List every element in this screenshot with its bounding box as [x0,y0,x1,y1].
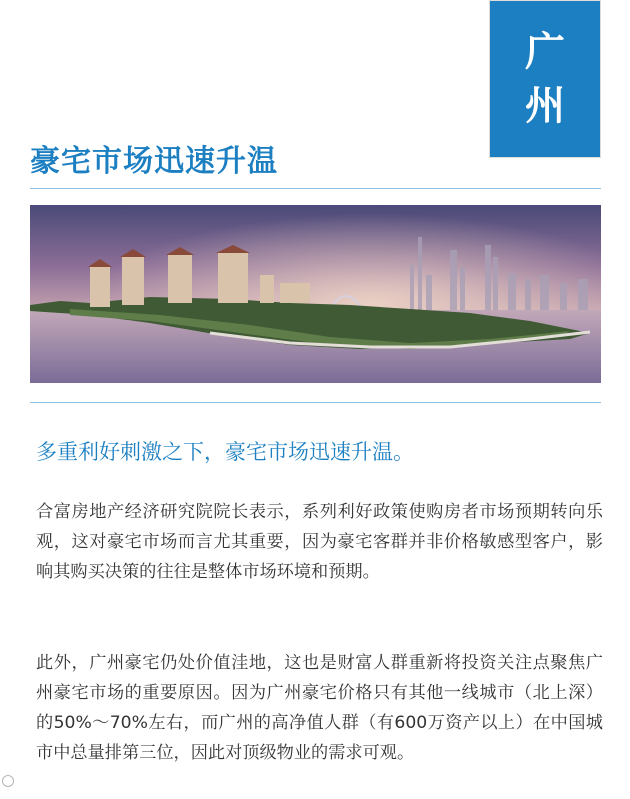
city-badge-char-1: 广 [525,28,565,75]
top-divider [30,188,601,189]
watermark [2,775,14,787]
subheading: 多重利好刺激之下，豪宅市场迅速升温。 [36,440,414,464]
bottom-divider [30,402,601,403]
paragraph-2: 此外，广州豪宅仍处价值洼地，这也是财富人群重新将投资关注点聚焦广州豪宅市场的重要原因。因为广州豪宅价格只有其他一线城市（北上深）的50%～70%左右，而广州的高净值人群（有600万资产以上）在中国城市中总量排第三位，因此对顶级物业的需求可观。 [36,653,603,763]
city-badge [489,0,601,158]
page-headline: 豪宅市场迅速升温 [30,144,278,179]
paragraph-1: 合富房地产经济研究院院长表示，系列利好政策使购房者市场预期转向乐观，这对豪宅市场而言尤其重要，因为豪宅客群并非价格敏感型客户，影响其购买决策的往往是整体市场环境和预期。 [36,502,603,582]
island-skyline-photo [30,205,601,383]
city-badge-char-2: 州 [525,82,565,129]
watermark-logo-icon [2,775,14,787]
